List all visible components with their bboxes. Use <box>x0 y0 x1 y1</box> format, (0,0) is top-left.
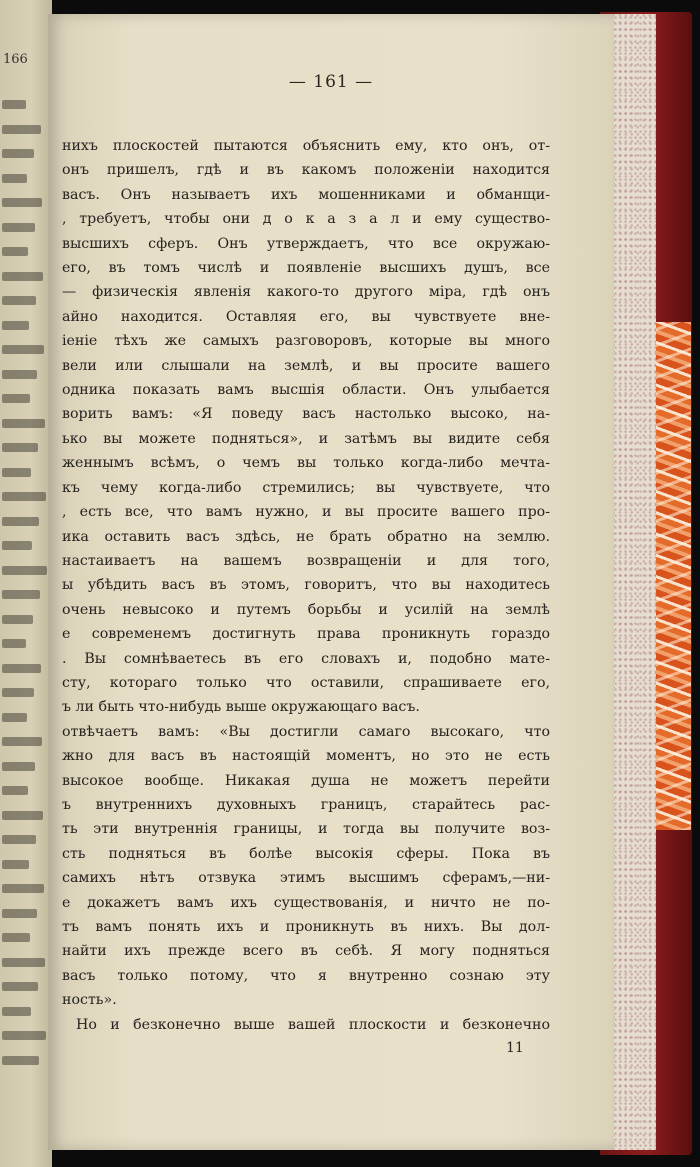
facing-page-text-fragment <box>2 933 30 942</box>
text-line: ика оставить васъ здѣсь, не брать обратно на землю. <box>62 528 550 545</box>
facing-page-text-fragment <box>2 1031 46 1040</box>
facing-page-text-fragment <box>2 247 28 256</box>
facing-page-text-fragment <box>2 762 35 771</box>
facing-page-text-fragment <box>2 1056 39 1065</box>
book-page <box>48 14 614 1150</box>
text-line: женнымъ всѣмъ, о чемъ вы только когда-либо мечта- <box>62 455 550 472</box>
page-body-text <box>62 134 550 1037</box>
text-line: вели или слышали на землѣ, и вы просите вашего <box>62 357 550 374</box>
facing-page-text-fragment <box>2 345 44 354</box>
text-line: е современемъ достигнуть права проникнуть гораздо <box>62 626 550 643</box>
facing-page-text-fragment <box>2 860 29 869</box>
facing-page-text-fragment <box>2 982 38 991</box>
text-line: къ чему когда-либо стремились; вы чувствуете, что <box>62 479 550 496</box>
facing-page-text-fragment <box>2 149 34 158</box>
facing-page-text-fragment <box>2 713 27 722</box>
facing-page-text-fragment <box>2 639 26 648</box>
text-line: , есть все, что вамъ нужно, и вы просите вашего про- <box>62 504 550 521</box>
facing-page-text-fragment <box>2 1007 31 1016</box>
facing-page-text-fragment <box>2 100 26 109</box>
facing-page-text-fragment <box>2 909 37 918</box>
text-line: е докажетъ вамъ ихъ существованія, и ничто не по- <box>62 894 550 911</box>
text-line: самихъ нѣтъ отзвука этимъ высшимъ сферамъ,—ни- <box>62 870 550 887</box>
facing-page-text-fragment <box>2 370 37 379</box>
text-line: сть подняться въ болѣе высокія сферы. Пока въ <box>62 845 550 862</box>
text-line: васъ. Онъ называетъ ихъ мошенниками и обманщи- <box>62 186 550 203</box>
facing-page-text-fragment <box>2 590 40 599</box>
text-line: ъ внутреннихъ духовныхъ границъ, старайтесь рас- <box>62 796 550 813</box>
marbled-endpaper <box>655 322 691 830</box>
text-line: тъ вамъ понять ихъ и проникнуть въ нихъ. Вы дол- <box>62 919 550 935</box>
text-line: васъ только потому, что я внутренно сознаю эту <box>62 967 550 984</box>
text-line: ть эти внутреннія границы, и тогда вы получите воз- <box>62 821 550 838</box>
facing-page-text-fragment <box>2 688 34 697</box>
text-line: онъ пришелъ, гдѣ и въ какомъ положеніи находится <box>62 162 550 179</box>
text-line: ность». <box>62 992 117 1009</box>
text-line: . Вы сомнѣваетесь въ его словахъ и, подобно мате- <box>62 650 550 667</box>
facing-page-text-fragment <box>2 223 35 232</box>
facing-page-text-fragment <box>2 198 42 207</box>
signature-mark: 11 <box>506 1040 524 1056</box>
text-line: одника показать вамъ высшія области. Онъ улыбается <box>62 382 550 399</box>
text-line: ы убѣдить васъ въ этомъ, говоритъ, что вы находитесь <box>62 577 550 594</box>
text-line: его, въ томъ числѣ и появленіе высшихъ душъ, все <box>62 260 550 277</box>
facing-page-text-fragment <box>2 321 29 330</box>
facing-page-text-fragment <box>2 468 31 477</box>
left-page-number: 166 <box>3 52 28 67</box>
facing-page-text-fragment <box>2 835 36 844</box>
text-line: айно находится. Оставляя его, вы чувствуете вне- <box>62 308 550 325</box>
facing-page-text-fragment <box>2 272 43 281</box>
facing-page-text-fragment <box>2 492 46 501</box>
facing-page-text-fragment <box>2 394 30 403</box>
facing-page-text-fragment <box>2 296 36 305</box>
facing-page-text-fragment <box>2 737 42 746</box>
page-edges <box>612 14 656 1150</box>
facing-page-text-fragment <box>2 541 32 550</box>
text-line: очень невысоко и путемъ борьбы и усилій на землѣ <box>62 601 550 618</box>
text-line: ъ ли быть что-нибудь выше окружающаго васъ. <box>62 699 420 716</box>
facing-page-text-fragment <box>2 419 45 428</box>
text-line: нихъ плоскостей пытаются объяснить ему, кто онъ, от- <box>62 138 550 154</box>
facing-page-text-fragment <box>2 615 33 624</box>
text-line: настаиваетъ на вашемъ возвращеніи и для того, <box>62 552 550 569</box>
text-line: , требуетъ, чтобы они д о к а з а л и ему существо- <box>62 211 550 228</box>
facing-page-text-fragment <box>2 786 28 795</box>
facing-page-text-fragment <box>2 125 41 134</box>
page-number: — 161 — <box>288 72 374 92</box>
text-line: сту, котораго только что оставили, спрашиваете его, <box>62 674 550 691</box>
facing-page-text-fragment <box>2 174 27 183</box>
text-line: высшихъ сферъ. Онъ утверждаетъ, что все окружаю- <box>62 235 550 252</box>
text-line: высокое вообще. Никакая душа не можетъ перейти <box>62 772 550 789</box>
text-line: ько вы можете подняться», и затѣмъ вы видите себя <box>62 430 550 447</box>
text-line: іеніе тѣхъ же самыхъ разговоровъ, которые вы много <box>62 333 550 350</box>
text-line: — физическія явленія какого-то другого міра, гдѣ онъ <box>62 284 550 301</box>
text-line: Но и безконечно выше вашей плоскости и безконечно <box>76 1016 550 1033</box>
facing-page-text-fragment <box>2 811 43 820</box>
text-line: жно для васъ въ настоящій моментъ, но это не есть <box>62 748 550 765</box>
facing-page-text-fragment <box>2 664 41 673</box>
text-line: отвѣчаетъ вамъ: «Вы достигли самаго высокаго, что <box>62 723 550 740</box>
facing-page-text-fragment <box>2 517 39 526</box>
facing-page-text-fragment <box>2 958 45 967</box>
text-line: найти ихъ прежде всего въ себѣ. Я могу подняться <box>62 943 550 960</box>
facing-page-text-fragment <box>2 884 44 893</box>
text-line: ворить вамъ: «Я поведу васъ настолько высоко, на- <box>62 406 550 423</box>
facing-page-text-fragment <box>2 566 47 575</box>
facing-page-text-fragment <box>2 443 38 452</box>
facing-page-left <box>0 0 52 1167</box>
